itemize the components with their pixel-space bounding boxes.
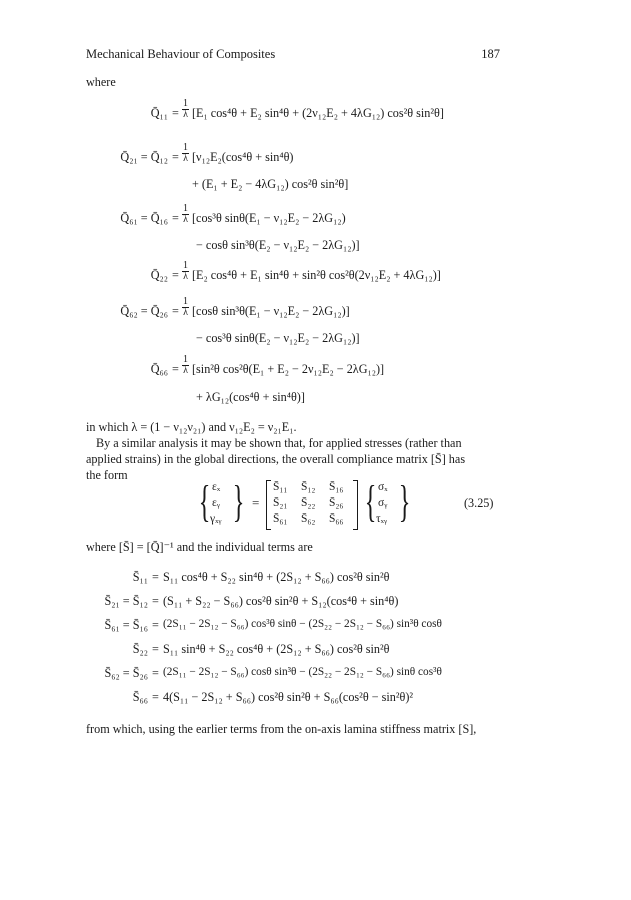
eq-q22-lhs: Q̄₂₂ — [150, 268, 168, 282]
s11: S̄₁₁ — [273, 481, 288, 493]
eq-q61-sign: = — [172, 211, 179, 225]
eq-s66-sign: = — [152, 690, 159, 704]
paragraph-line-1: By a similar analysis it may be shown that, for applied stresses (rather than — [96, 436, 462, 450]
right-brace-stress-close: } — [398, 477, 411, 526]
strain-x: εₓ — [212, 481, 221, 493]
frac-5: $\frac{1}{\lambda}$ — [183, 296, 188, 318]
eq-s21-lhs: S̄₂₁ = S̄₁₂ — [104, 594, 148, 608]
eq-q11-rhs: [E₁ cos⁴θ + E₂ sin⁴θ + (2ν₁₂E₂ + 4λG₁₂) cos²θ sin²θ] — [192, 106, 444, 120]
eq-q61-rhs: [cos³θ sinθ(E₁ − ν₁₂E₂ − 2λG₁₂) — [192, 211, 346, 225]
s61: S̄₆₁ — [273, 513, 288, 525]
page-number: 187 — [481, 47, 500, 61]
eq-s61-lhs: S̄₆₁ = S̄₁₆ — [104, 618, 148, 632]
right-brace-strain-close: } — [232, 477, 245, 526]
eq-s21-sign: = — [152, 594, 159, 608]
s12: S̄₁₂ — [301, 481, 316, 493]
stress-xy: τₓᵧ — [376, 513, 388, 525]
eq-s61-sign: = — [152, 618, 159, 632]
eq-q61-lhs: Q̄₆₁ = Q̄₁₆ — [120, 211, 168, 225]
left-brace-strain-open: { — [198, 477, 211, 526]
paragraph-line-3: the form — [86, 468, 128, 482]
eq-s22-rhs: S₁₁ sin⁴θ + S₂₂ cos⁴θ + (2S₁₂ + S₆₆) cos²θ sin²θ — [163, 642, 390, 656]
strain-xy: γₓᵧ — [210, 513, 222, 525]
s21: S̄₂₁ — [273, 497, 288, 509]
eq-s22-sign: = — [152, 642, 159, 656]
stress-y: σᵧ — [378, 497, 388, 509]
s22: S̄₂₂ — [301, 497, 316, 509]
eq-s62-rhs: (2S₁₁ − 2S₁₂ − S₆₆) cosθ sin³θ − (2S₂₂ − 2S₁₂ − S₆₆) sinθ cos³θ — [163, 666, 442, 678]
lambda-definition: in which λ = (1 − ν₁₂ν₂₁) and ν₁₂E₂ = ν₂₁E₁. — [86, 420, 297, 434]
eq-q66-rhs: [sin²θ cos²θ(E₁ + E₂ − 2ν₁₂E₂ − 2λG₁₂)] — [192, 362, 385, 376]
eq-q22-rhs: [E₂ cos⁴θ + E₁ sin⁴θ + sin²θ cos²θ(2ν₁₂E₂ + 4λG₁₂)] — [192, 268, 441, 282]
eq-s21-rhs: (S₁₁ + S₂₂ − S₆₆) cos²θ sin²θ + S₁₂(cos⁴θ + sin⁴θ) — [163, 594, 399, 608]
paragraph-line-2: applied strains) in the global directions, the overall compliance matrix [S̄] has — [86, 452, 466, 466]
frac-4: $\frac{1}{\lambda}$ — [183, 260, 188, 282]
eq-s11-rhs: S₁₁ cos⁴θ + S₂₂ sin⁴θ + (2S₁₂ + S₆₆) cos²θ sin²θ — [163, 570, 390, 584]
eq-s62-sign: = — [152, 666, 159, 680]
s26: S̄₂₆ — [329, 497, 344, 509]
eq-q66-lhs: Q̄₆₆ — [150, 362, 168, 376]
eq-q21-rhs: [ν₁₂E₂(cos⁴θ + sin⁴θ) — [192, 150, 294, 164]
eq-s11-sign: = — [152, 570, 159, 584]
matrix-eq-sign: = — [252, 495, 260, 510]
s62: S̄₆₂ — [301, 513, 316, 525]
where-label: where — [86, 75, 116, 89]
eq-s61-rhs: (2S₁₁ − 2S₁₂ − S₆₆) cos³θ sinθ − (2S₂₂ − 2S₁₂ − S₆₆) sin³θ cosθ — [163, 618, 442, 630]
s66: S̄₆₆ — [329, 513, 344, 525]
s16: S̄₁₆ — [329, 481, 344, 493]
eq-q62-lhs: Q̄₆₂ = Q̄₂₆ — [120, 304, 168, 318]
equation-number: (3.25) — [464, 496, 494, 510]
where-sq-inverse: where [S̄] = [Q̄]⁻¹ and the individual terms are — [86, 540, 313, 554]
from-which-text: from which, using the earlier terms from the on-axis lamina stiffness matrix [S], — [86, 722, 477, 736]
eq-s11-lhs: S̄₁₁ — [132, 570, 148, 584]
eq-q22-sign: = — [172, 268, 179, 282]
eq-s62-lhs: S̄₆₂ = S̄₂₆ — [104, 666, 148, 680]
eq-q66-sign: = — [172, 362, 179, 376]
eq-s66-rhs: 4(S₁₁ − 2S₁₂ + S₆₆) cos²θ sin²θ + S₆₆(cos²θ − sin²θ)² — [163, 690, 414, 704]
frac-3: $\frac{1}{\lambda}$ — [183, 203, 188, 225]
right-bracket — [353, 480, 358, 530]
left-bracket — [266, 480, 271, 530]
eq-q21-sign: = — [172, 150, 179, 164]
eq-q11-sign: = — [172, 106, 179, 120]
frac-6: $\frac{1}{\lambda}$ — [183, 354, 188, 376]
running-header — [86, 47, 500, 62]
eq-s66-lhs: S̄₆₆ — [132, 690, 148, 704]
eq-q62-sign: = — [172, 304, 179, 318]
eq-s22-lhs: S̄₂₂ — [132, 642, 148, 656]
running-title: Mechanical Behaviour of Composites — [86, 47, 276, 61]
strain-y: εᵧ — [212, 497, 220, 509]
stress-x: σₓ — [378, 481, 388, 493]
eq-q21-cont: + (E₁ + E₂ − 4λG₁₂) cos²θ sin²θ] — [192, 177, 349, 191]
eq-q11-lhs: Q̄₁₁ — [150, 106, 168, 120]
eq-q21-lhs: Q̄₂₁ = Q̄₁₂ — [120, 150, 168, 164]
frac-2: $\frac{1}{\lambda}$ — [183, 142, 188, 164]
left-brace-stress-open: { — [364, 477, 377, 526]
frac-1: $\frac{1}{\lambda}$ — [183, 98, 188, 120]
eq-q62-rhs: [cosθ sin³θ(E₁ − ν₁₂E₂ − 2λG₁₂)] — [192, 304, 350, 318]
eq-q62-cont: − cos³θ sinθ(E₂ − ν₁₂E₂ − 2λG₁₂)] — [196, 331, 360, 345]
eq-q66-cont: + λG₁₂(cos⁴θ + sin⁴θ)] — [196, 390, 305, 404]
eq-q61-cont: − cosθ sin³θ(E₂ − ν₁₂E₂ − 2λG₁₂)] — [196, 238, 360, 252]
